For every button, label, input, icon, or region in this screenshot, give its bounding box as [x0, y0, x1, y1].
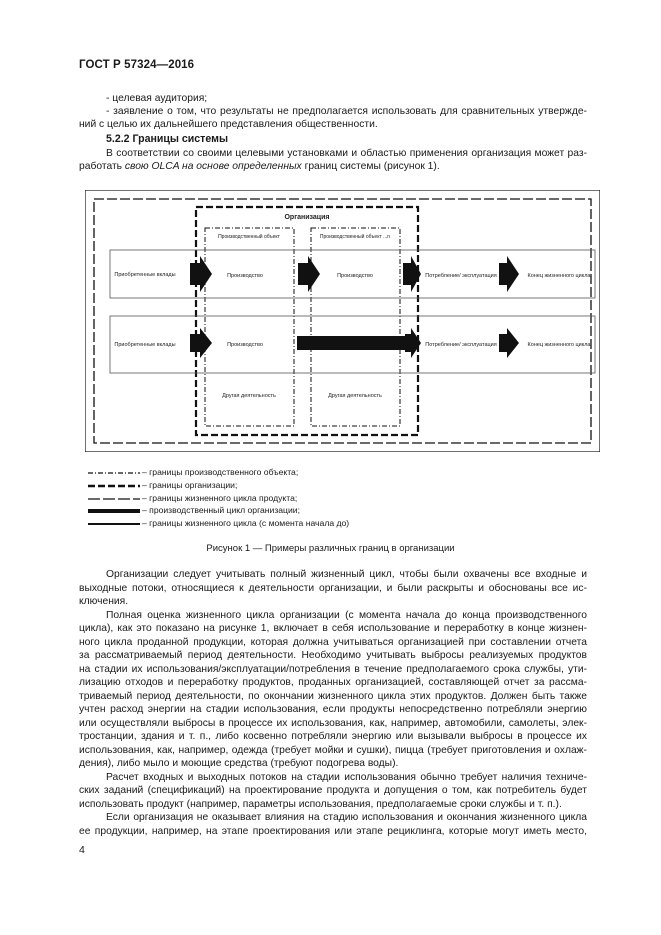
other-activity-label: Другая деятельность: [328, 393, 382, 399]
body-line: дения), либо мыло и моющие средства (требуют подогрева воды).: [79, 758, 399, 769]
section-title: 5.2.2 Границы системы: [106, 133, 229, 145]
legend-line-solid: [88, 522, 140, 526]
legend-item-cradle-to-gate: [88, 517, 349, 529]
legend-text: – границы организации;: [142, 480, 238, 490]
production-label: Производство: [337, 273, 373, 279]
arrow-use-1: [499, 256, 519, 292]
body-line: на стадии их использования/эксплуатации/потребления в течение предполагаемого срока службы, ути-: [79, 664, 587, 675]
body-line: лизацию отходов и переработку продуктов, проданных организацией, составляющей отчет за рассма-: [79, 677, 587, 688]
legend-text: – границы производственного объекта;: [142, 467, 299, 477]
facility-n-label: Производственный объект ...n: [319, 234, 391, 240]
list-item: - целевая аудитория;: [106, 93, 208, 104]
para-text: границ системы (рисунок 1).: [301, 161, 440, 172]
legend-line-dashed-thick: [88, 484, 140, 488]
body-line: учтен расход энергии на стадии использования, если продукты непосредственно потребляли энергию: [79, 704, 587, 715]
legend-text: – производственный цикл организации;: [142, 505, 300, 515]
body-line: ключения.: [79, 596, 129, 607]
body-line: за рассматриваемый период деятельности. Необходимо учитывать выбросы реализуемых продуктов: [79, 650, 587, 661]
list-item: - заявление о том, что результаты не предполагается использовать для сравнительных утвержде-: [106, 106, 587, 117]
list-item-continuation: ний с целью их дальнейшего представления общественности.: [79, 119, 378, 130]
legend-text: – границы жизненного цикла (с момента начала до): [142, 518, 350, 528]
body-line: тростанции, здания и т. п., либо косвенно потребляли энергию или вызывали выбросы в процессе их: [79, 731, 587, 742]
legend-line-thick: [88, 508, 140, 514]
legend-line-dashdot: [88, 471, 140, 475]
para-italic-text: свою OLCA на основе определенных: [124, 161, 302, 172]
other-activity-label: Другая деятельность: [222, 393, 276, 399]
body-line: ских заданий (спецификаций) на проектирование продукта и допущения о том, как потребитель будет: [79, 785, 587, 796]
page-number: 4: [79, 844, 85, 856]
use-label: Потребление/ эксплуатация: [425, 273, 497, 279]
body-line: триваемый период деятельности, по окончании жизненного цикла этих продуктов. Должен быть также: [79, 691, 587, 702]
body-line: использования, как, например, одежда (требует мойки и сушки), пицца (требует приготовления и охлаж-: [79, 745, 587, 756]
production-label: Производство: [227, 342, 263, 348]
figure-caption: Рисунок 1 — Примеры различных границ в организации: [206, 543, 455, 554]
system-boundaries-diagram: [85, 190, 600, 452]
production-cycle-bar: [297, 336, 409, 350]
body-line: цикла), как это показано на рисунке 1, включает в себя использование и переработку в конце жизнен-: [79, 623, 587, 634]
arrow-production-1: [298, 256, 320, 292]
section-paragraph-line: [79, 161, 440, 173]
body-line: Расчет входных и выходных потоков на стадии использования обычно требует наличия техниче-: [106, 772, 587, 783]
para-text: работать: [79, 161, 125, 172]
standard-header: ГОСТ Р 57324—2016: [79, 59, 195, 71]
arrow-input-2: [190, 328, 212, 358]
legend-item-organization: [88, 479, 237, 491]
end-of-life-label: Конец жизненного цикла: [527, 342, 591, 348]
body-line: использовать продукт (например, параметры использования, предполагаемые сроки службы и т. п.).: [79, 799, 562, 810]
legend-text: – границы жизненного цикла продукта;: [142, 493, 298, 503]
body-line: выходные потоки, относящиеся к деятельности организации, и были раскрыты и обоснованы все ис-: [79, 583, 587, 594]
facility-1-label: Производственный объект: [218, 234, 280, 240]
body-line: или осуществляли выбросы в процессе их использования, как, например, автомобили, самолеты, элек-: [79, 718, 587, 729]
legend-item-facility: [88, 466, 298, 478]
body-line: ного цикла проданной продукции, которая должна учитываться организацией при составлении отчета: [79, 637, 587, 648]
body-line: Если организация не оказывает влияния на стадию использования и окончания жизненного цикла: [106, 812, 587, 823]
legend-item-product-life-cycle: [88, 492, 297, 504]
end-of-life-label: Конец жизненного цикла: [527, 273, 591, 279]
body-line: Полная оценка жизненного цикла организации (с момента начала до конца производственного: [106, 610, 587, 621]
arrow-use-2: [499, 328, 519, 358]
organization-boundary: [196, 207, 418, 435]
legend-item-production-cycle: [88, 504, 300, 516]
section-paragraph-line: В соответствии со своими целевыми установками и областью применения организация может раз-: [106, 148, 587, 159]
production-label: Производство: [227, 273, 263, 279]
org-label: Организация: [284, 214, 330, 221]
body-line: ее продукции, например, на этапе проектирования или этапе рециклинга, которые могут иметь место,: [79, 826, 587, 837]
use-label: Потребление/ эксплуатация: [425, 342, 497, 348]
input-label: Приобретенные вклады: [114, 272, 176, 278]
arrow-input-1: [190, 256, 212, 292]
arrow-production-3: [405, 328, 421, 358]
input-label: Приобретенные вклады: [114, 342, 176, 348]
legend-line-long-dash: [88, 497, 140, 501]
body-line: Организации следует учитывать полный жизненный цикл, чтобы были охвачены все входные и: [106, 569, 587, 580]
figure-frame: [85, 190, 600, 452]
